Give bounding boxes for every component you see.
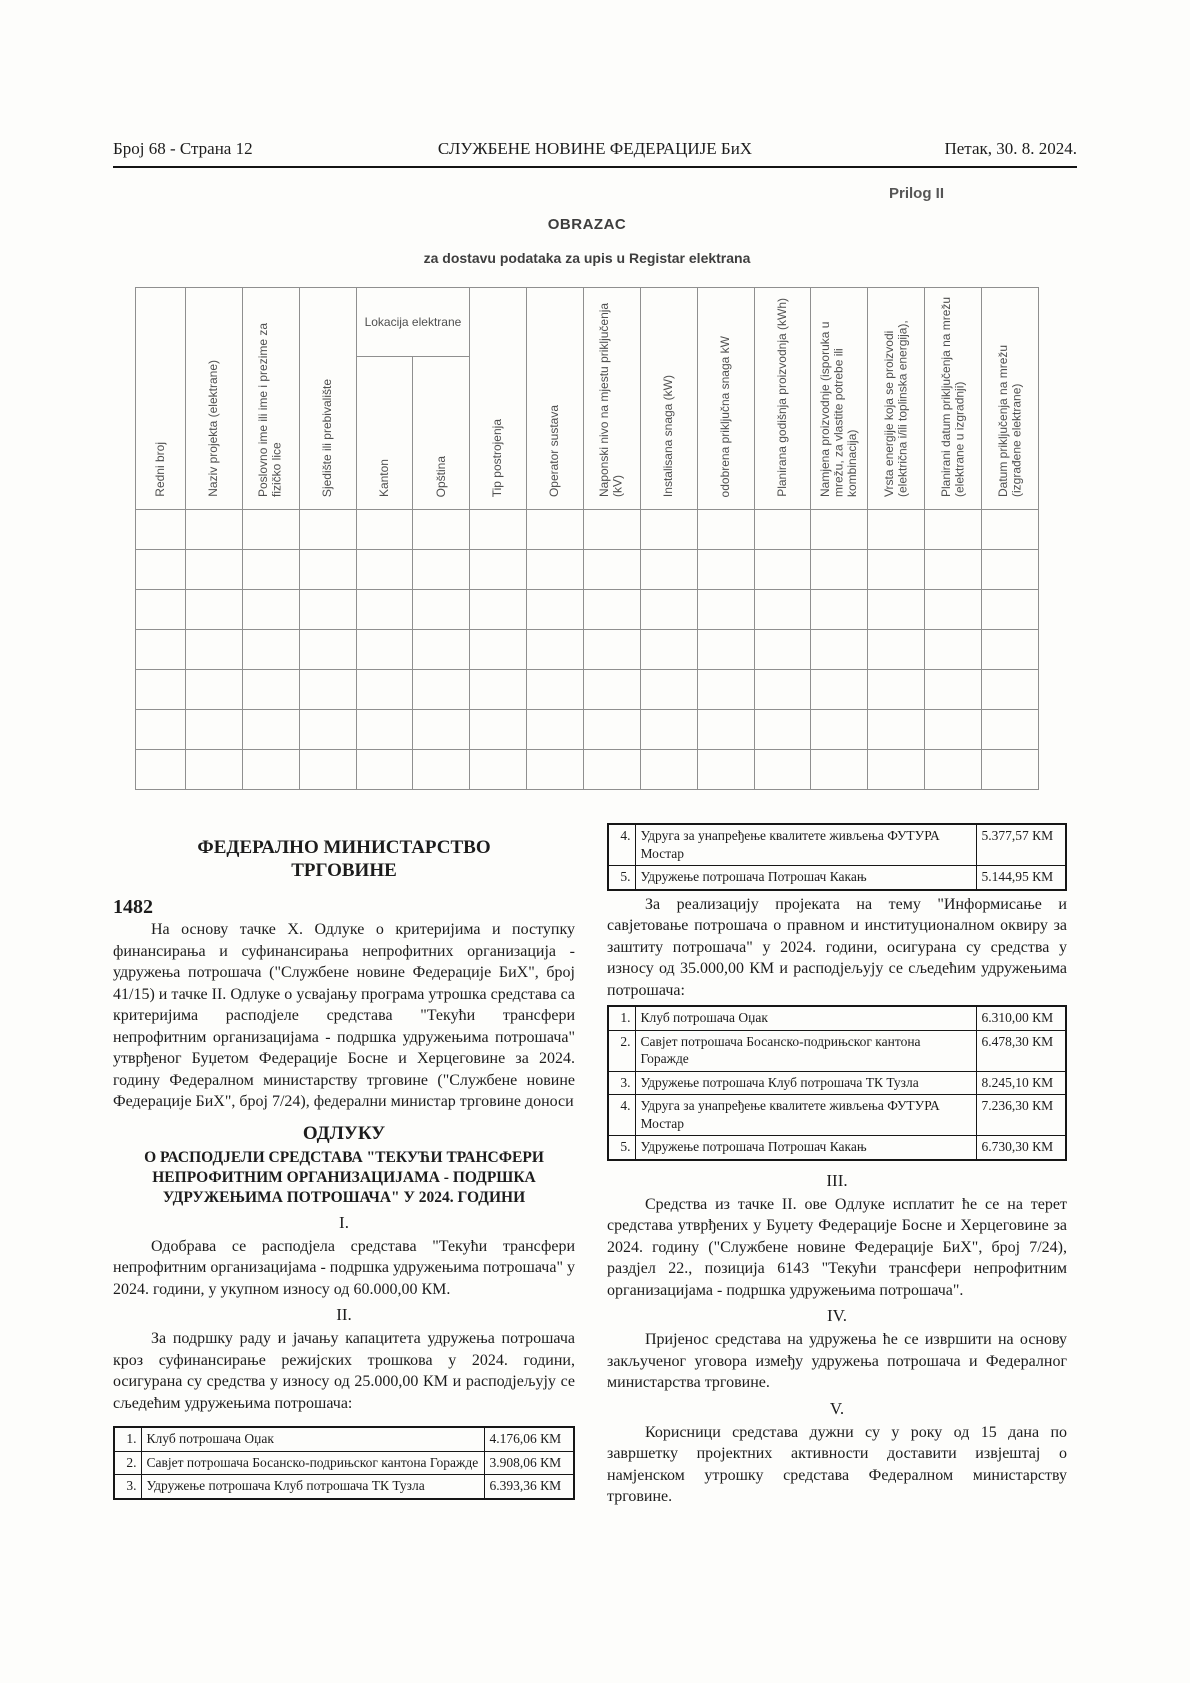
issue-page-number: Број 68 - Страна 12 bbox=[113, 139, 253, 158]
form-col-header-naziv-projekta bbox=[186, 288, 243, 510]
form-col-label: Datum priključenja na mrežu (izgrađene elektrane) bbox=[995, 344, 1024, 497]
form-col-label: Namjena proizvodnje (isporuka u mrežu, za vlastite potrebe ili kombinacija) bbox=[818, 321, 860, 497]
form-col-header-redni-broj bbox=[136, 288, 186, 510]
form-empty-cell bbox=[413, 750, 470, 790]
table-row bbox=[114, 1475, 574, 1499]
form-empty-cell bbox=[584, 550, 641, 590]
form-empty-cell bbox=[697, 710, 754, 750]
allocation-table-1-continued bbox=[607, 823, 1067, 891]
form-empty-row bbox=[136, 670, 1039, 710]
table-row bbox=[114, 1427, 574, 1451]
form-empty-cell bbox=[811, 750, 868, 790]
form-col-header-vrsta-energije bbox=[868, 288, 925, 510]
form-empty-cell bbox=[527, 750, 584, 790]
form-col-header-naponski-nivo bbox=[584, 288, 641, 510]
attachment-label: Prilog II bbox=[888, 185, 944, 202]
form-empty-cell bbox=[754, 510, 811, 550]
act-number: 1482 bbox=[113, 896, 153, 918]
ministry-title: ФЕДЕРАЛНО МИНИСТАРСТВО ТРГОВИНЕ bbox=[197, 837, 491, 881]
form-col-header-planirana-proizvodnja bbox=[754, 288, 811, 510]
form-empty-cell bbox=[136, 510, 186, 550]
form-empty-cell bbox=[925, 670, 982, 710]
table-row bbox=[608, 866, 1066, 890]
form-empty-cell bbox=[868, 710, 925, 750]
amount: 7.236,30 КМ bbox=[976, 1095, 1066, 1136]
association-name: Удружење потрошача Потрошач Какањ bbox=[635, 866, 976, 890]
form-col-label: Kanton bbox=[376, 458, 391, 497]
form-empty-cell bbox=[584, 590, 641, 630]
form-empty-cell bbox=[982, 670, 1039, 710]
form-col-label: Instalisana snaga (kW) bbox=[661, 374, 676, 497]
form-col-header-datum-prikljucenja bbox=[982, 288, 1039, 510]
form-empty-cell bbox=[868, 510, 925, 550]
form-empty-cell bbox=[868, 750, 925, 790]
section-label-1: I. bbox=[339, 1212, 349, 1232]
amount: 5.377,57 КМ bbox=[976, 824, 1066, 866]
form-empty-cell bbox=[527, 590, 584, 630]
form-empty-cell bbox=[299, 630, 356, 670]
form-empty-cell bbox=[136, 750, 186, 790]
form-empty-cell bbox=[697, 590, 754, 630]
row-number: 5. bbox=[608, 1136, 635, 1160]
section-3-paragraph: Средства из тачке II. ове Одлуке исплатит ће се на терет средстава утврђених у Буџету Федерације Босне и Херцеговине за 2024. годину ("Службене новине Федерације БиХ", број 7/24), раздјел 22., позиција 6143 "Текући трансфери непрофитним организацијама - подршка удружењима потрошача". bbox=[607, 1195, 1067, 1299]
row-number: 2. bbox=[608, 1030, 635, 1071]
form-col-label: Planirana godišnja proizvodnja (kWh) bbox=[774, 298, 789, 497]
form-empty-cell bbox=[413, 510, 470, 550]
form-col-label: Operator sustava bbox=[547, 404, 562, 497]
amount: 4.176,06 КМ bbox=[484, 1427, 574, 1451]
form-col-header-operator-sustava bbox=[527, 288, 584, 510]
association-name: Удруга за унапређење квалитете живљења ФУТУРА Мостар bbox=[635, 824, 976, 866]
form-empty-cell bbox=[186, 590, 243, 630]
row-number: 4. bbox=[608, 824, 635, 866]
form-empty-cell bbox=[925, 550, 982, 590]
table-row bbox=[608, 1095, 1066, 1136]
decision-text-columns bbox=[113, 823, 1067, 1508]
form-col-header-poslovno-ime bbox=[242, 288, 299, 510]
section-4-paragraph: Пријенос средстава на удружења ће се извршити на основу закљученог уговора између удружења потрошача и Федералног министарства трговине. bbox=[607, 1331, 1067, 1392]
form-empty-cell bbox=[242, 710, 299, 750]
form-empty-cell bbox=[925, 590, 982, 630]
form-col-header-kanton bbox=[356, 357, 413, 510]
form-col-label: Redni broj bbox=[152, 442, 167, 497]
form-empty-cell bbox=[697, 510, 754, 550]
row-number: 3. bbox=[608, 1071, 635, 1095]
form-empty-cell bbox=[242, 630, 299, 670]
section-1-paragraph: Одобрава се расподјела средстава "Текући трансфери непрофитним организацијама - подршка удружењима потрошача" у 2024. години, у укупном износу од 60.000,00 КМ. bbox=[113, 1237, 575, 1298]
form-col-label: Poslovno ime ili ime i prezime za fizičko lice bbox=[256, 322, 284, 497]
form-empty-cell bbox=[584, 670, 641, 710]
form-empty-cell bbox=[356, 550, 413, 590]
association-name: Клуб потрошача Оџак bbox=[635, 1006, 976, 1030]
row-number: 1. bbox=[608, 1006, 635, 1030]
form-empty-row bbox=[136, 590, 1039, 630]
row-number: 5. bbox=[608, 866, 635, 890]
form-empty-cell bbox=[470, 710, 527, 750]
association-name: Савјет потрошача Босанско-подрињског кантона Горажде bbox=[635, 1030, 976, 1071]
form-col-label: Vrsta energije koja se proizvodi (električna i/ili toplinska energija), bbox=[881, 320, 910, 497]
right-column bbox=[607, 823, 1067, 1508]
form-empty-cell bbox=[584, 510, 641, 550]
form-empty-cell bbox=[299, 710, 356, 750]
form-empty-cell bbox=[754, 550, 811, 590]
form-empty-cell bbox=[356, 750, 413, 790]
section-label-2: II. bbox=[336, 1305, 352, 1324]
form-empty-cell bbox=[527, 510, 584, 550]
form-col-label: Sjedište ili prebivalište bbox=[319, 378, 334, 497]
amount: 6.478,30 КМ bbox=[976, 1030, 1066, 1071]
allocation-table-1 bbox=[113, 1426, 575, 1500]
decision-subtitle: О РАСПОДЈЕЛИ СРЕДСТАВА "ТЕКУЋИ ТРАНСФЕРИ НЕПРОФИТНИМ ОРГАНИЗАЦИЈАМА - ПОДРШКА УДРУЖЕЊИМА ПОТРОШАЧА" У 2024. ГОДИНИ bbox=[144, 1148, 544, 1206]
form-empty-cell bbox=[584, 710, 641, 750]
form-empty-cell bbox=[697, 630, 754, 670]
registry-form-table bbox=[135, 287, 1039, 790]
issue-date: Петак, 30. 8. 2024. bbox=[944, 139, 1077, 158]
form-empty-cell bbox=[470, 590, 527, 630]
form-empty-cell bbox=[811, 710, 868, 750]
form-empty-cell bbox=[754, 750, 811, 790]
form-empty-cell bbox=[356, 670, 413, 710]
form-empty-cell bbox=[640, 630, 697, 670]
form-empty-cell bbox=[136, 710, 186, 750]
form-empty-cell bbox=[697, 550, 754, 590]
form-col-header-planirani-datum bbox=[925, 288, 982, 510]
form-empty-row bbox=[136, 550, 1039, 590]
form-empty-cell bbox=[584, 630, 641, 670]
form-empty-cell bbox=[640, 750, 697, 790]
form-col-label: Planirani datum priključenja na mrežu (elektrane u izgradnji) bbox=[938, 296, 967, 497]
form-empty-cell bbox=[527, 630, 584, 670]
form-col-header-odobrena-snaga bbox=[697, 288, 754, 510]
form-empty-cell bbox=[470, 670, 527, 710]
form-col-header-namjena-proizvodnje bbox=[811, 288, 868, 510]
form-empty-cell bbox=[811, 550, 868, 590]
form-empty-cell bbox=[186, 750, 243, 790]
intro-paragraph: На основу тачке X. Одлуке о критеријима и поступку финансирања и суфинансирања непрофитних организација - удружења потрошача ("Службене новине Федерације БиХ", број 41/15) и тачке II. Одлуке о усвајању програма утрошка средстава са критеријима расподјеле средстава "Текући трансфери непрофитним организацијама - подршка удружењима потрошача" утврђеног Буџетом Федерације Босне и Херцеговине за 2024. годину Федералном министарству трговине ("Службене новине Федерације БиХ", број 7/24), федерални министар трговине доноси bbox=[113, 921, 575, 1110]
form-subtitle: za dostavu podataka za upis u Registar elektrana bbox=[423, 250, 751, 266]
form-empty-cell bbox=[868, 550, 925, 590]
form-empty-cell bbox=[584, 750, 641, 790]
form-empty-cell bbox=[136, 550, 186, 590]
form-empty-cell bbox=[242, 750, 299, 790]
form-empty-cell bbox=[413, 590, 470, 630]
gazette-title: СЛУЖБЕНЕ НОВИНЕ ФЕДЕРАЦИЈЕ БиХ bbox=[437, 139, 753, 158]
amount: 8.245,10 КМ bbox=[976, 1071, 1066, 1095]
allocation-table-2 bbox=[607, 1005, 1067, 1161]
form-empty-cell bbox=[186, 550, 243, 590]
form-empty-cell bbox=[697, 670, 754, 710]
form-empty-cell bbox=[299, 750, 356, 790]
form-empty-cell bbox=[470, 630, 527, 670]
form-empty-cell bbox=[242, 550, 299, 590]
form-empty-cell bbox=[186, 510, 243, 550]
form-empty-row bbox=[136, 750, 1039, 790]
form-empty-cell bbox=[640, 550, 697, 590]
form-col-header-instalisana-snaga bbox=[640, 288, 697, 510]
form-empty-row bbox=[136, 630, 1039, 670]
table-row bbox=[114, 1451, 574, 1475]
form-empty-cell bbox=[982, 510, 1039, 550]
form-empty-cell bbox=[299, 550, 356, 590]
association-name: Клуб потрошача Оџак bbox=[141, 1427, 484, 1451]
form-empty-cell bbox=[299, 590, 356, 630]
form-empty-cell bbox=[413, 630, 470, 670]
form-empty-cell bbox=[754, 670, 811, 710]
form-empty-cell bbox=[470, 550, 527, 590]
form-empty-cell bbox=[136, 590, 186, 630]
row-number: 2. bbox=[114, 1451, 141, 1475]
table-row bbox=[608, 1071, 1066, 1095]
form-empty-cell bbox=[754, 590, 811, 630]
form-empty-cell bbox=[925, 510, 982, 550]
form-empty-cell bbox=[299, 670, 356, 710]
row-number: 1. bbox=[114, 1427, 141, 1451]
form-empty-cell bbox=[136, 670, 186, 710]
form-empty-cell bbox=[982, 750, 1039, 790]
form-empty-cell bbox=[982, 550, 1039, 590]
association-name: Удружење потрошача Потрошач Какањ bbox=[635, 1136, 976, 1160]
form-empty-cell bbox=[868, 630, 925, 670]
form-empty-cell bbox=[356, 710, 413, 750]
form-col-label: Tip postrojenja bbox=[490, 418, 505, 497]
form-empty-cell bbox=[811, 630, 868, 670]
form-col-label: Opština bbox=[433, 455, 448, 497]
form-empty-cell bbox=[242, 670, 299, 710]
form-col-header-sjediste bbox=[299, 288, 356, 510]
form-empty-cell bbox=[754, 630, 811, 670]
form-empty-cell bbox=[982, 710, 1039, 750]
form-col-label: odobrena priključna snaga kW bbox=[717, 335, 732, 497]
amount: 5.144,95 КМ bbox=[976, 866, 1066, 890]
association-name: Савјет потрошача Босанско-подрињског кантона Горажде bbox=[141, 1451, 484, 1475]
project-paragraph: За реализацију пројеката на тему "Информисање и савјетовање потрошача о правном и институционалном оквиру за заштиту потрошача" у 2024. години, осигурана су средства у износу од 35.000,00 КМ и расподјељују се сљедећим удружењима потрошача: bbox=[607, 895, 1067, 999]
table-row bbox=[608, 1006, 1066, 1030]
left-column bbox=[113, 823, 575, 1508]
form-empty-cell bbox=[527, 710, 584, 750]
form-empty-cell bbox=[413, 710, 470, 750]
amount: 6.310,00 КМ bbox=[976, 1006, 1066, 1030]
form-col-label: Naponski nivo na mjestu priključenja (kV) bbox=[597, 302, 625, 497]
form-empty-cell bbox=[697, 750, 754, 790]
association-name: Удруга за унапређење квалитете живљења ФУТУРА Мостар bbox=[635, 1095, 976, 1136]
section-label-5: V. bbox=[829, 1398, 845, 1418]
section-5-paragraph: Корисници средстава дужни су у року од 15 дана по завршетку пројектних активности доставити извјештај о намјенском утрошку средстава Федералном министарству трговине. bbox=[607, 1423, 1067, 1506]
table-row bbox=[608, 1030, 1066, 1071]
form-header-row bbox=[136, 288, 1039, 357]
form-empty-cell bbox=[186, 710, 243, 750]
form-empty-cell bbox=[868, 590, 925, 630]
form-empty-cell bbox=[868, 670, 925, 710]
form-empty-cell bbox=[186, 670, 243, 710]
form-col-label: Naziv projekta (elektrane) bbox=[206, 360, 221, 497]
form-empty-cell bbox=[356, 590, 413, 630]
table-row bbox=[608, 824, 1066, 866]
section-label-4: IV. bbox=[827, 1306, 847, 1326]
form-heading bbox=[135, 216, 1039, 266]
form-empty-cell bbox=[811, 510, 868, 550]
form-empty-cell bbox=[640, 590, 697, 630]
section-2-paragraph: За подршку раду и јачању капацитета удружења потрошача кроз суфинансирање режијских трошкова у 2024. години, осигурана су средства у износу од 25.000,00 КМ и расподјељују се сљедећим удружењима потрошача: bbox=[113, 1330, 575, 1412]
form-empty-cell bbox=[982, 630, 1039, 670]
form-empty-cell bbox=[356, 630, 413, 670]
form-empty-cell bbox=[811, 590, 868, 630]
form-empty-cell bbox=[527, 670, 584, 710]
association-name: Удружење потрошача Клуб потрошача ТК Тузла bbox=[635, 1071, 976, 1095]
form-empty-cell bbox=[925, 630, 982, 670]
form-empty-cell bbox=[186, 630, 243, 670]
form-empty-cell bbox=[527, 550, 584, 590]
form-table-body bbox=[136, 510, 1039, 790]
form-empty-cell bbox=[925, 710, 982, 750]
form-empty-cell bbox=[925, 750, 982, 790]
form-empty-cell bbox=[356, 510, 413, 550]
form-title: OBRAZAC bbox=[547, 216, 627, 233]
section-label-3: III. bbox=[826, 1170, 848, 1190]
association-name: Удружење потрошача Клуб потрошача ТК Тузла bbox=[141, 1475, 484, 1499]
form-empty-row bbox=[136, 710, 1039, 750]
form-empty-cell bbox=[470, 510, 527, 550]
row-number: 3. bbox=[114, 1475, 141, 1499]
amount: 3.908,06 КМ bbox=[484, 1451, 574, 1475]
table-row bbox=[608, 1136, 1066, 1160]
form-empty-cell bbox=[640, 670, 697, 710]
form-empty-cell bbox=[470, 750, 527, 790]
form-empty-cell bbox=[413, 550, 470, 590]
form-empty-row bbox=[136, 510, 1039, 550]
form-empty-cell bbox=[640, 710, 697, 750]
form-empty-cell bbox=[754, 710, 811, 750]
row-number: 4. bbox=[608, 1095, 635, 1136]
form-empty-cell bbox=[299, 510, 356, 550]
page-header bbox=[113, 0, 1077, 168]
decision-title: ОДЛУКУ bbox=[302, 1122, 386, 1144]
form-empty-cell bbox=[811, 670, 868, 710]
form-group-header-lokacija-elektrane: Lokacija elektrane bbox=[356, 288, 470, 357]
form-col-header-opstina bbox=[413, 357, 470, 510]
form-empty-cell bbox=[413, 670, 470, 710]
form-empty-cell bbox=[136, 630, 186, 670]
form-empty-cell bbox=[982, 590, 1039, 630]
form-col-header-tip-postrojenja bbox=[470, 288, 527, 510]
form-empty-cell bbox=[640, 510, 697, 550]
amount: 6.393,36 КМ bbox=[484, 1475, 574, 1499]
form-empty-cell bbox=[242, 510, 299, 550]
form-empty-cell bbox=[242, 590, 299, 630]
amount: 6.730,30 КМ bbox=[976, 1136, 1066, 1160]
